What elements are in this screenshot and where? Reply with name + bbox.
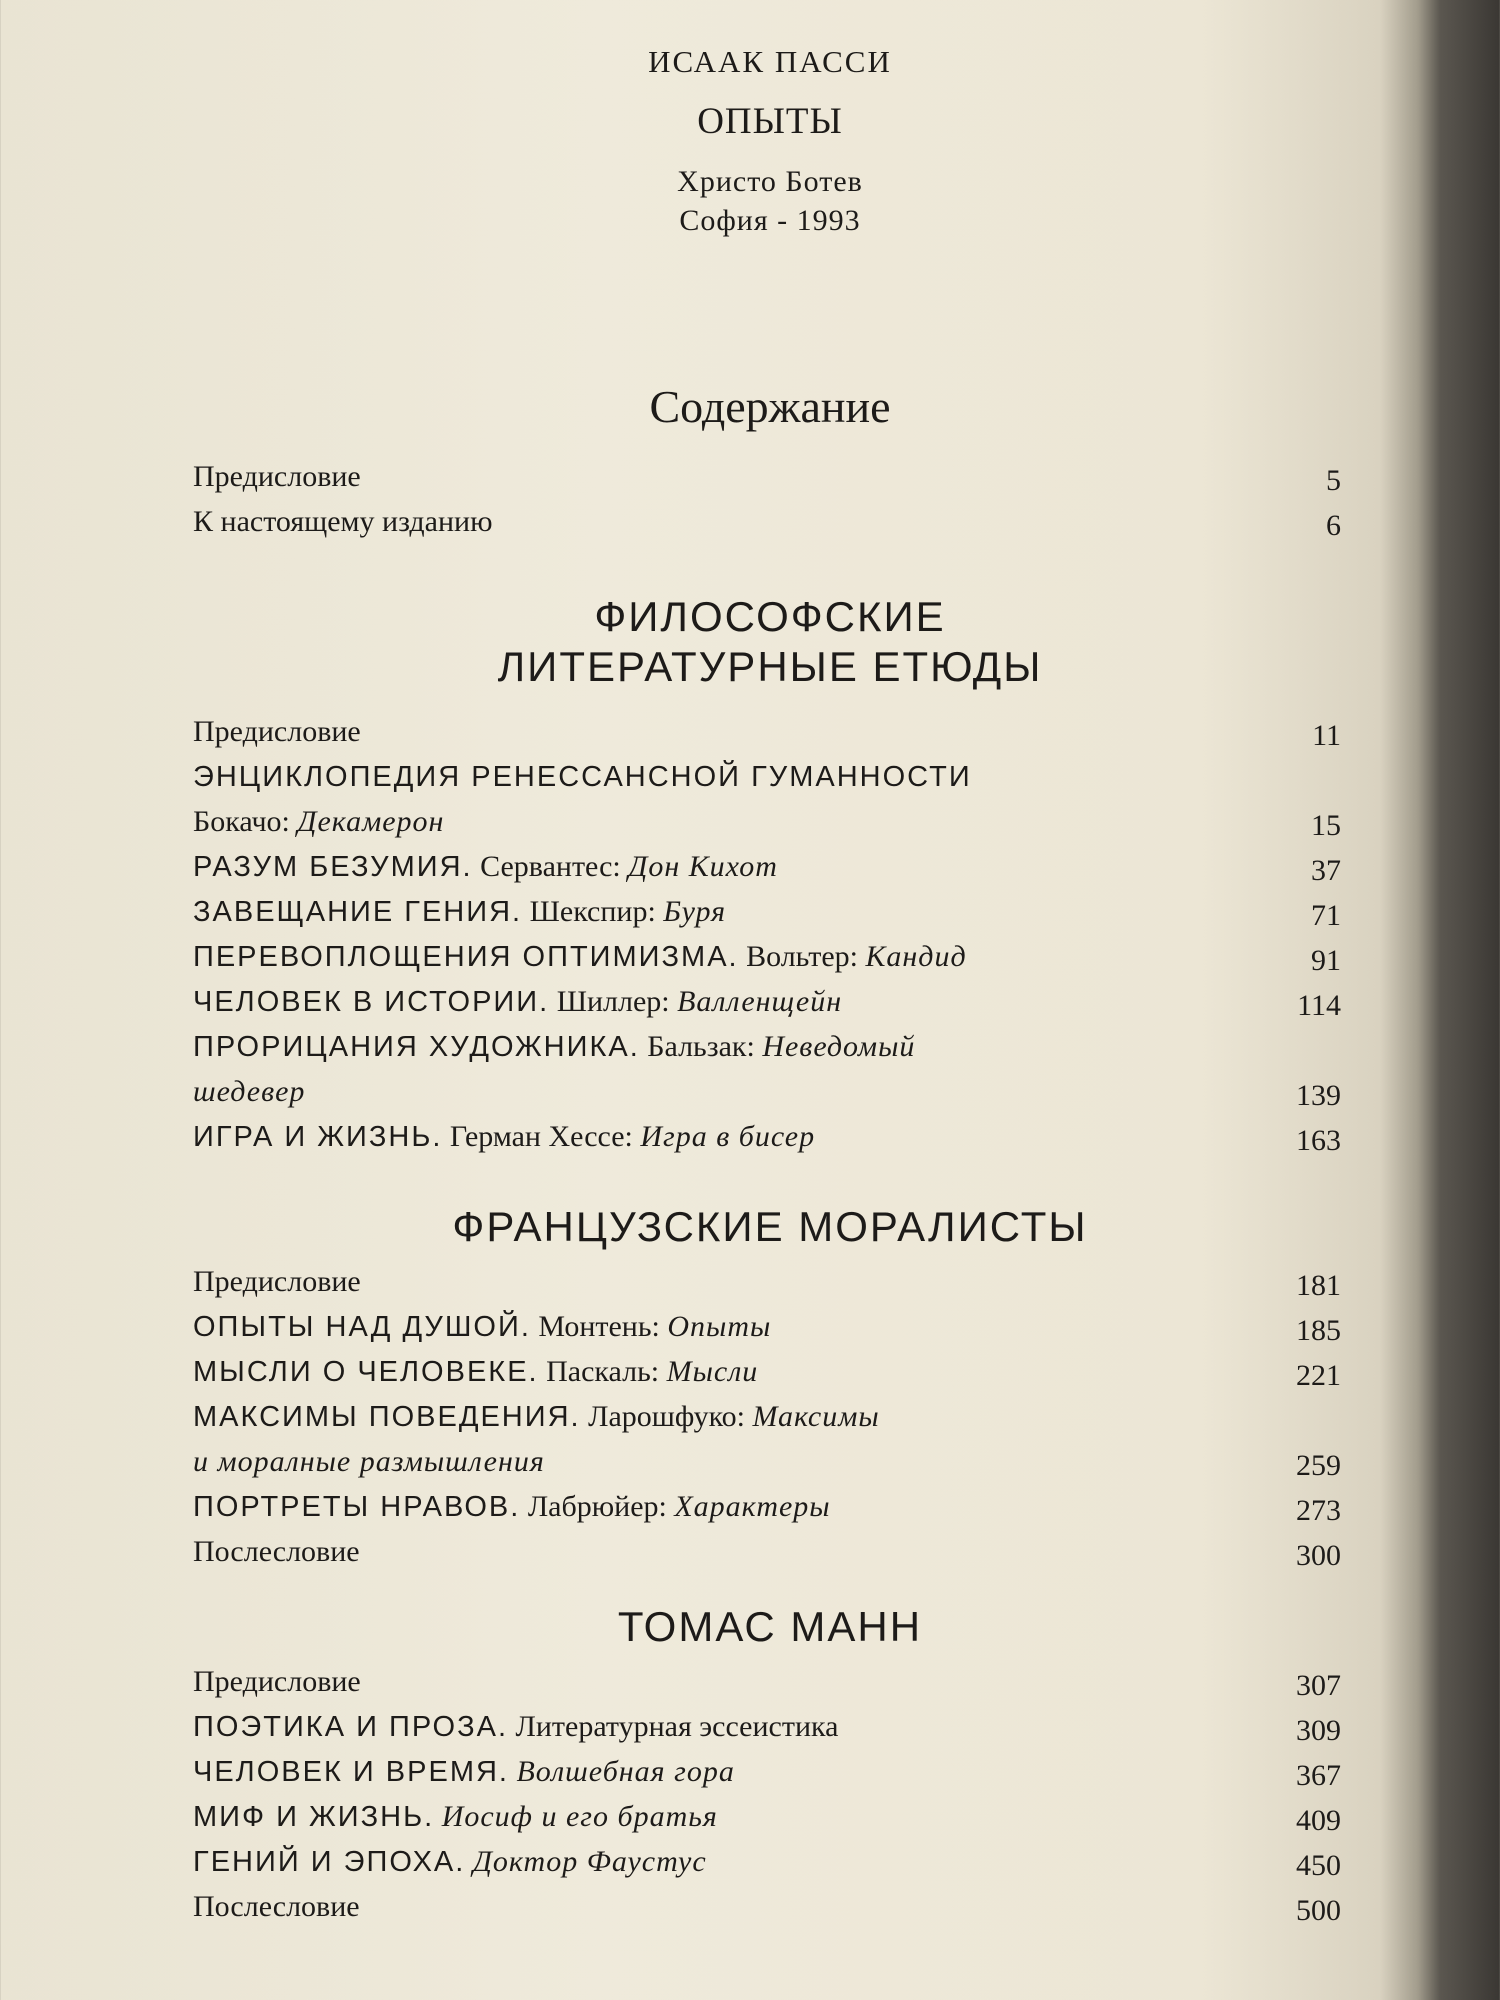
work-title: Максимы: [752, 1400, 880, 1433]
work-title: Валленщейн: [677, 985, 843, 1018]
toc-row: [193, 1842, 1353, 1882]
essay-title: ОПЫТЫ НАД ДУШОЙ.: [193, 1311, 531, 1343]
toc-label: Предисловие: [193, 460, 361, 493]
toc-label: [193, 1532, 360, 1572]
author-text: Герман Хессе:: [442, 1120, 641, 1153]
toc-label: [193, 1352, 758, 1392]
toc-label: [193, 982, 842, 1022]
author-text: Шекспир:: [522, 895, 664, 928]
author-text: Сервантес:: [472, 850, 629, 883]
essay-title: ПРОРИЦАНИЯ ХУДОЖНИКА.: [193, 1031, 640, 1063]
toc-page-number: 114: [1297, 989, 1341, 1022]
section-title: ТОМАС МАНН: [617, 1603, 923, 1650]
work-title: Волшебная гора: [516, 1755, 735, 1788]
toc-row: [193, 712, 1353, 752]
toc-label: [193, 1027, 915, 1067]
work-title: Дон Кихот: [628, 850, 778, 883]
essay-title: МАКСИМЫ ПОВЕДЕНИЯ.: [193, 1401, 581, 1433]
toc-row: [193, 457, 1353, 497]
toc-label: [193, 1442, 545, 1482]
author-text: Вольтер:: [738, 940, 866, 973]
toc-page-number: 163: [1296, 1124, 1341, 1157]
toc-page-number: 221: [1296, 1359, 1341, 1392]
toc-label: [193, 1117, 815, 1157]
toc-label: [193, 1752, 735, 1792]
toc-row: [193, 1887, 1353, 1927]
toc-page-number: 37: [1311, 854, 1341, 887]
toc-label: [193, 1262, 361, 1302]
toc-page-number: 181: [1296, 1269, 1341, 1302]
author-text: Паскаль:: [538, 1355, 667, 1388]
work-title: Характеры: [674, 1490, 831, 1523]
author-text: [434, 1800, 442, 1833]
toc-label: [193, 1797, 718, 1837]
toc-row: [193, 1027, 1353, 1067]
toc-page-number: 367: [1296, 1759, 1341, 1792]
city-year: София - 1993: [679, 204, 861, 237]
essay-title: РАЗУМ БЕЗУМИЯ.: [193, 851, 473, 883]
work-title: Опыты: [667, 1310, 772, 1343]
toc-page-number: 273: [1296, 1494, 1341, 1527]
author-text: Предисловие: [193, 1665, 361, 1698]
toc-row: [193, 1662, 1353, 1702]
work-title: шедевер: [193, 1075, 306, 1108]
toc-row: [193, 892, 1353, 932]
essay-title: ИГРА И ЖИЗНЬ.: [193, 1121, 443, 1153]
toc-row: [193, 1117, 1353, 1157]
section-title: ФИЛОСОФСКИЕ: [594, 593, 946, 640]
toc-label: [193, 712, 361, 752]
toc-label: [193, 1397, 880, 1437]
toc-label: [193, 1842, 707, 1882]
toc-page-number: 139: [1296, 1079, 1341, 1112]
toc-row: [193, 1797, 1353, 1837]
toc-page-number: 300: [1296, 1539, 1341, 1572]
work-title: Доктор Фаустус: [472, 1845, 707, 1878]
contents-heading: Содержание: [649, 381, 891, 432]
essay-title: ЗАВЕЩАНИЕ ГЕНИЯ.: [193, 896, 523, 928]
work-title: Кандид: [865, 940, 967, 973]
work-title: Буря: [663, 895, 727, 928]
essay-title: ЭНЦИКЛОПЕДИЯ РЕНЕССАНСНОЙ ГУМАННОСТИ: [193, 761, 972, 793]
toc-label: [193, 892, 726, 932]
toc-page-number: 11: [1312, 719, 1341, 752]
author-name: ИСААК ПАССИ: [648, 44, 892, 79]
toc-row: [193, 1307, 1353, 1347]
toc-label: [193, 1662, 361, 1702]
toc-row: [193, 937, 1353, 977]
work-title: Неведомый: [762, 1030, 916, 1063]
toc-label: [193, 1887, 360, 1927]
toc-page-number: 91: [1311, 944, 1341, 977]
author-text: [465, 1845, 473, 1878]
toc-page-number: 409: [1296, 1804, 1341, 1837]
essay-title: ПЕРЕВОПЛОЩЕНИЯ ОПТИМИЗМА.: [193, 941, 739, 973]
work-title: Игра в бисер: [640, 1120, 816, 1153]
toc-label: К настоящему изданию: [193, 505, 493, 538]
toc-page-number: 6: [1326, 509, 1341, 542]
author-text: Послесловие: [193, 1890, 360, 1923]
toc-row: [193, 982, 1353, 1022]
toc-page-number: 309: [1296, 1714, 1341, 1747]
toc-row: [193, 1262, 1353, 1302]
author-text: Лабрюйер:: [520, 1490, 675, 1523]
author-text: Литературная эссеистика: [508, 1710, 839, 1743]
toc-page-number: 71: [1311, 899, 1341, 932]
author-text: Шиллер:: [549, 985, 678, 1018]
toc-label: [193, 1487, 831, 1527]
author-text: Ларошфуко:: [580, 1400, 753, 1433]
toc-row: [193, 1352, 1353, 1392]
toc-label: [193, 1072, 305, 1112]
work-title: Мысли: [666, 1355, 759, 1388]
essay-title: МЫСЛИ О ЧЕЛОВЕКЕ.: [193, 1356, 539, 1388]
toc-label: [193, 847, 778, 887]
toc-page-number: 500: [1296, 1894, 1341, 1927]
section-title: ЛИТЕРАТУРНЫЕ ЕТЮДЫ: [497, 643, 1043, 690]
author-text: Монтень:: [530, 1310, 668, 1343]
toc-label: [193, 757, 972, 797]
essay-title: ПОРТРЕТЫ НРАВОВ.: [193, 1491, 521, 1523]
section-title: ФРАНЦУЗСКИЕ МОРАЛИСТЫ: [452, 1203, 1088, 1250]
toc-row: [193, 757, 1353, 797]
toc-page-number: 185: [1296, 1314, 1341, 1347]
essay-title: ЧЕЛОВЕК И ВРЕМЯ.: [193, 1756, 509, 1788]
toc-page-number: 5: [1326, 464, 1341, 497]
toc-row: [193, 1532, 1353, 1572]
toc-page-number: 259: [1296, 1449, 1341, 1482]
toc-row: [193, 502, 1353, 542]
toc-row: [193, 802, 1353, 842]
publisher: Христо Ботев: [677, 165, 863, 198]
toc-label: [193, 802, 444, 842]
toc-row: [193, 1752, 1353, 1792]
book-title: ОПЫТЫ: [697, 101, 843, 142]
author-text: Бальзак:: [639, 1030, 763, 1063]
work-title: Декамерон: [297, 805, 445, 838]
toc-label: [193, 937, 967, 977]
toc-page-number: 307: [1296, 1669, 1341, 1702]
toc-page-number: 15: [1311, 809, 1341, 842]
toc-row: [193, 847, 1353, 887]
work-title: Иосиф и его братья: [441, 1800, 718, 1833]
author-text: Бокачо:: [193, 805, 298, 838]
essay-title: ЧЕЛОВЕК В ИСТОРИИ.: [193, 986, 550, 1018]
toc-label: [193, 1707, 838, 1747]
essay-title: ГЕНИЙ И ЭПОХА.: [193, 1846, 466, 1878]
essay-title: ПОЭТИКА И ПРОЗА.: [193, 1711, 509, 1743]
toc-row: [193, 1072, 1353, 1112]
toc-row: [193, 1397, 1353, 1437]
toc-label: [193, 1307, 771, 1347]
essay-title: МИФ И ЖИЗНЬ.: [193, 1801, 435, 1833]
author-text: Предисловие: [193, 715, 361, 748]
author-text: Предисловие: [193, 1265, 361, 1298]
toc-page-number: 450: [1296, 1849, 1341, 1882]
toc-row: [193, 1442, 1353, 1482]
toc-row: [193, 1487, 1353, 1527]
toc-row: [193, 1707, 1353, 1747]
work-title: и моралные размышления: [193, 1445, 545, 1478]
author-text: Послесловие: [193, 1535, 360, 1568]
